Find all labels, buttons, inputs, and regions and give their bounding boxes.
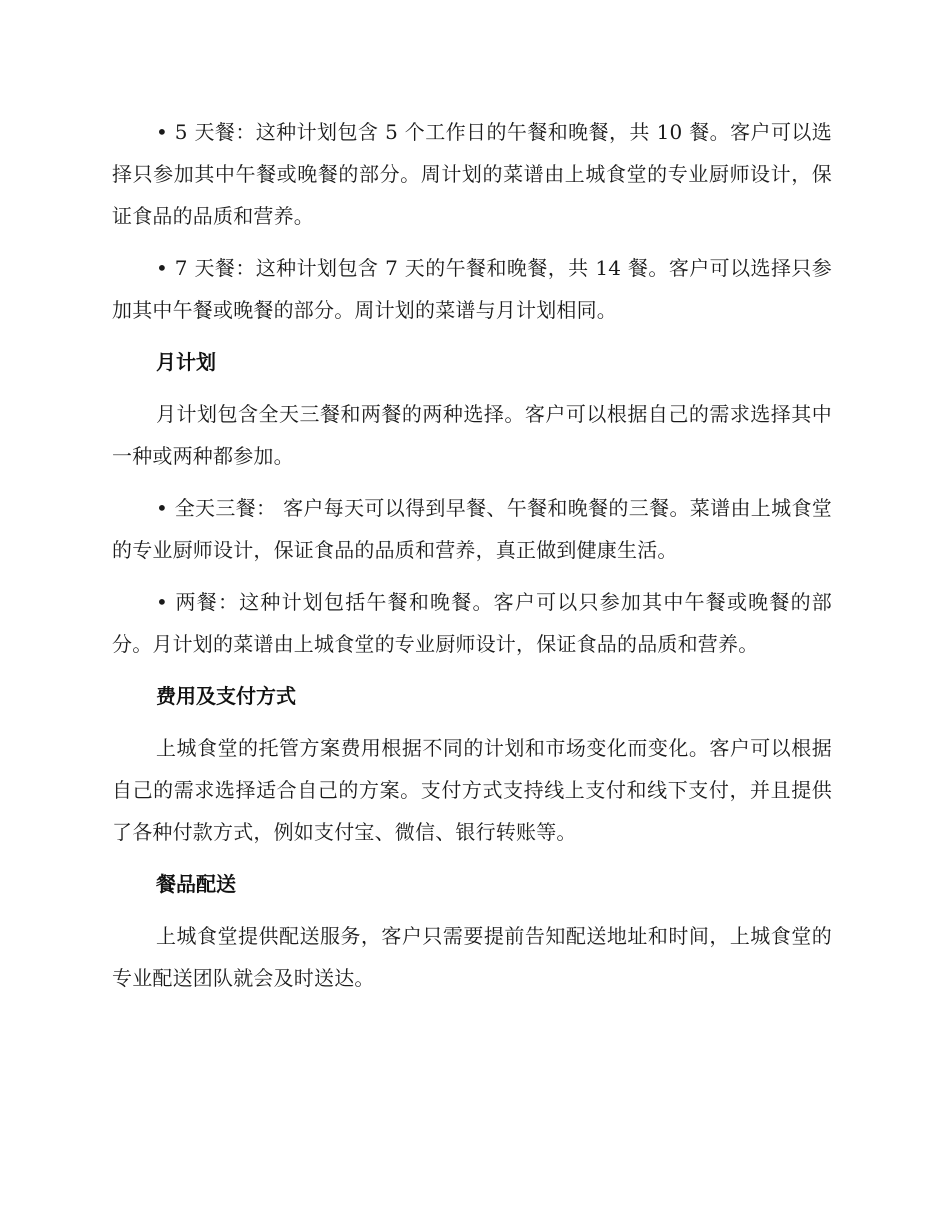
heading-monthly-plan: 月计划 [156, 350, 216, 374]
paragraph-two-meals: • 两餐：这种计划包括午餐和晚餐。客户可以只参加其中午餐或晚餐的部分。月计划的菜谱由上城食堂的专业厨师设计，保证食品的品质和营养。 [112, 590, 832, 656]
paragraph-fees-payment: 上城食堂的托管方案费用根据不同的计划和市场变化而变化。客户可以根据自己的需求选择适合自己的方案。支付方式支持线上支付和线下支付，并且提供了各种付款方式，例如支付宝、微信、银行转账等。 [112, 736, 832, 844]
paragraph-three-meals: • 全天三餐： 客户每天可以得到早餐、午餐和晚餐的三餐。菜谱由上城食堂的专业厨师设计，保证食品的品质和营养，真正做到健康生活。 [112, 496, 832, 562]
paragraph-delivery: 上城食堂提供配送服务，客户只需要提前告知配送地址和时间，上城食堂的专业配送团队就会及时送达。 [112, 924, 832, 990]
heading-fees-payment: 费用及支付方式 [156, 684, 296, 708]
heading-delivery: 餐品配送 [156, 872, 236, 896]
paragraph-7-day-meal: • 7 天餐：这种计划包含 7 天的午餐和晚餐，共 14 餐。客户可以选择只参加其中午餐或晚餐的部分。周计划的菜谱与月计划相同。 [112, 256, 832, 322]
document-body [112, 111, 832, 1009]
paragraph-monthly-plan-intro: 月计划包含全天三餐和两餐的两种选择。客户可以根据自己的需求选择其中一种或两种都参加。 [112, 402, 832, 468]
paragraph-5-day-meal: • 5 天餐：这种计划包含 5 个工作日的午餐和晚餐，共 10 餐。客户可以选择只参加其中午餐或晚餐的部分。周计划的菜谱由上城食堂的专业厨师设计，保证食品的品质和营养。 [112, 120, 832, 228]
